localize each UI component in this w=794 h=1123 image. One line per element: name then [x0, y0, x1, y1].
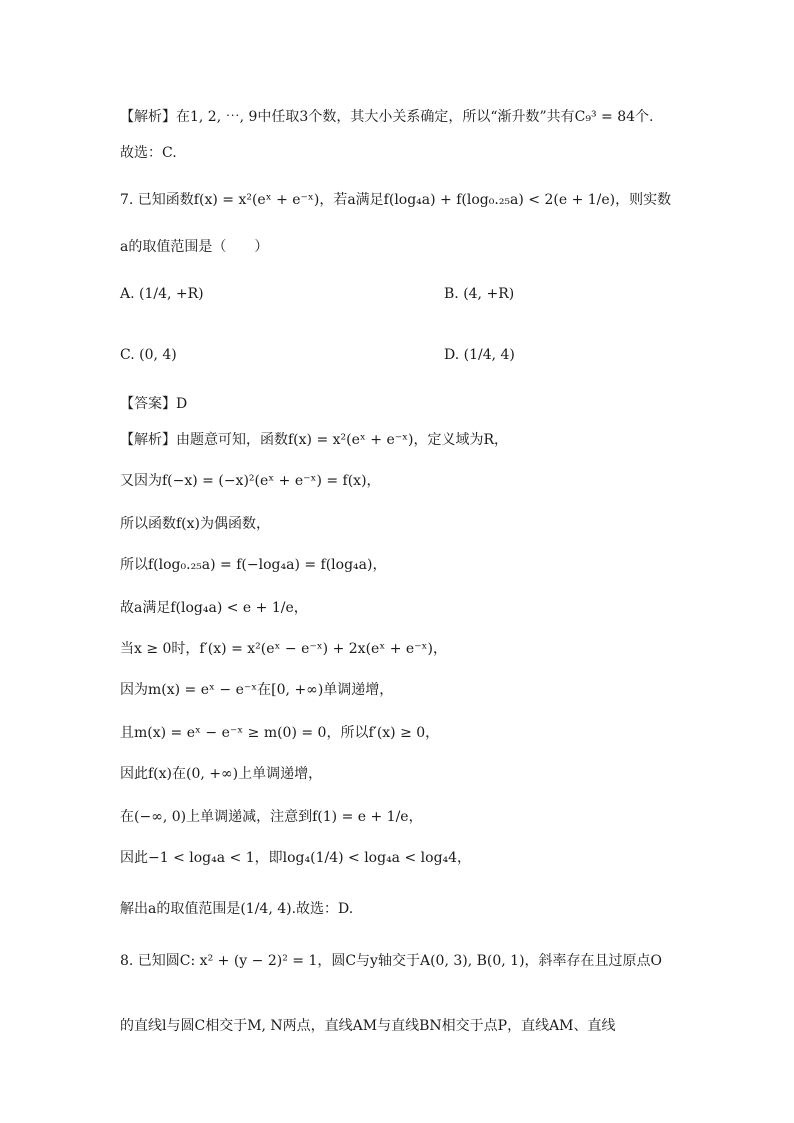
q7-option-b: B. (4, +R) [444, 286, 515, 302]
q6-choice: 故选：C. [120, 145, 177, 161]
q7-stem-line1: 7. 已知函数f(x) = x²(eˣ + e⁻ˣ)，若a满足f(log₄a) + f(log₀.₂₅a) < 2(e + 1/e)，则实数 [120, 192, 672, 208]
q7-option-d: D. (1/4, 4) [444, 347, 515, 363]
q7-solution-line-11: 因此−1 < log₄a < 1，即log₄(1/4) < log₄a < log₄4， [120, 850, 472, 866]
q7-stem-line2: a的取值范围是（ ） [120, 239, 269, 255]
q7-solution-line-10: 在(−∞, 0)上单调递减，注意到f(1) = e + 1/e， [120, 809, 423, 825]
q8-stem-line1: 8. 已知圆C: x² + (y − 2)² = 1，圆C与y轴交于A(0, 3), B(0, 1)，斜率存在且过原点O [120, 953, 663, 969]
q6-analysis: 【解析】在1, 2, ⋯, 9中任取3个数，其大小关系确定，所以“渐升数”共有C₉³ = 84个. [120, 109, 654, 125]
q7-solution-line-5: 故a满足f(log₄a) < e + 1/e， [120, 600, 308, 616]
q7-solution-line-9: 因此f(x)在(0, +∞)上单调递增， [120, 766, 323, 782]
q7-solution-line-6: 当x ≥ 0时，f′(x) = x²(eˣ − e⁻ˣ) + 2x(eˣ + e⁻ˣ)， [120, 641, 447, 657]
q7-solution-line-8: 且m(x) = eˣ − e⁻ˣ ≥ m(0) = 0，所以f′(x) ≥ 0， [120, 725, 440, 741]
q7-solution-line-4: 所以f(log₀.₂₅a) = f(−log₄a) = f(log₄a)， [120, 557, 387, 573]
q7-solution-line-1: 【解析】由题意可知，函数f(x) = x²(eˣ + e⁻ˣ)，定义域为R， [120, 432, 509, 448]
q7-solution-line-7: 因为m(x) = eˣ − e⁻ˣ在[0, +∞)单调递增， [120, 682, 394, 698]
q7-option-c: C. (0, 4) [120, 347, 177, 363]
q8-stem-line2: 的直线l与圆C相交于M, N两点，直线AM与直线BN相交于点P，直线AM、直线 [120, 1018, 616, 1034]
q7-option-a: A. (1/4, +R) [120, 286, 204, 302]
q7-solution-line-2: 又因为f(−x) = (−x)²(eˣ + e⁻ˣ) = f(x)， [120, 473, 381, 489]
q7-solution-line-12: 解出a的取值范围是(1/4, 4).故选：D. [120, 901, 354, 917]
q7-answer: 【答案】D [120, 396, 188, 412]
q7-solution-line-3: 所以函数f(x)为偶函数， [120, 516, 271, 532]
